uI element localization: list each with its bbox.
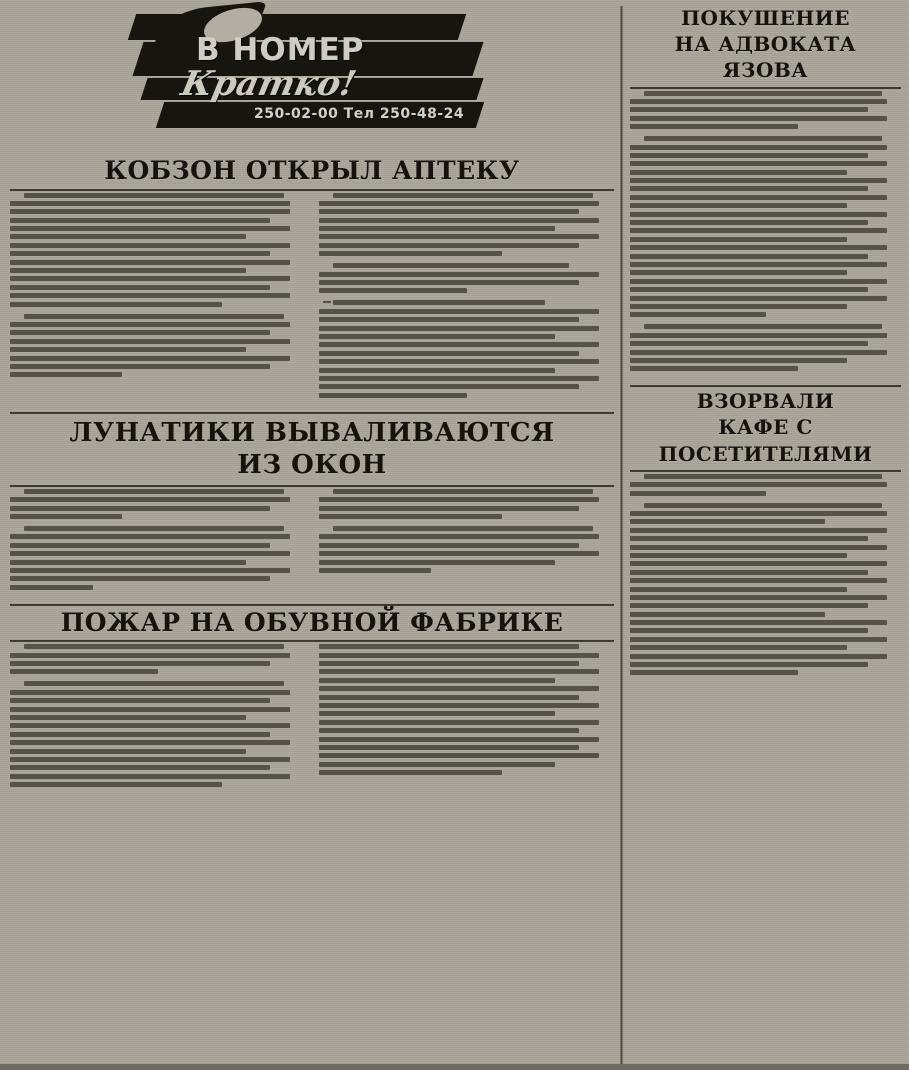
article-column [10,193,305,405]
right-section [630,6,901,1066]
paragraph [319,193,614,257]
paragraph [10,193,305,307]
paragraph [319,526,614,573]
masthead-phone: 250-02-00 Тел 250-48-24 [254,106,465,122]
paragraph [10,489,305,519]
paragraph [319,644,614,775]
masthead-script-title: Кратко! [177,64,360,104]
paragraph [630,136,901,317]
rule [10,604,614,606]
column-divider [620,6,623,1066]
left-section [10,6,614,1066]
paragraph [319,489,614,519]
paragraph [319,263,614,293]
article-column [10,644,305,794]
headline-second-line: НА АДВОКАТА [674,32,857,57]
rule [10,485,614,487]
headline: ВЗОРВАЛИ [696,389,835,414]
headline: ПОЖАР НА ОБУВНОЙ ФАБРИКЕ [60,607,564,637]
article-columns [10,489,614,597]
paragraph [319,300,614,397]
article-column [630,474,901,676]
paragraph [630,503,901,676]
article-column [319,644,614,794]
paragraph [630,324,901,371]
rule [630,470,901,472]
rule [10,189,614,191]
rule [10,640,614,642]
headline-third-line: ПОСЕТИТЕЛЯМИ [658,441,873,466]
article-column [10,489,305,597]
headline: ПОКУШЕНИЕ [681,6,850,30]
article-column [319,489,614,597]
masthead [10,6,614,154]
headline-third-line: ЯЗОВА [722,58,809,83]
page-bottom-edge [0,1064,909,1070]
paragraph [10,681,305,787]
headline-second-line: КАФЕ С [718,415,813,440]
article-pokushenie [630,6,901,378]
headline-second-line: ИЗ ОКОН [237,450,387,481]
paragraph [10,644,305,674]
rule [10,412,614,414]
paragraph [630,474,901,496]
rule [630,385,901,387]
article-column [319,193,614,405]
paragraph [630,91,901,130]
article-columns [10,644,614,794]
headline: ЛУНАТИКИ ВЫВАЛИВАЮТСЯ [69,417,555,448]
masthead-title: В НОМЕР [196,32,365,68]
paragraph [10,526,305,590]
headline: КОБЗОН ОТКРЫЛ АПТЕКУ [104,156,520,185]
article-column [630,91,901,372]
article-vzorvali-kafe [630,389,901,682]
article-kobzon [10,156,614,405]
article-lunatiki [10,416,614,597]
article-columns [10,193,614,405]
rule [630,87,901,89]
article-pozhar [10,608,614,794]
paragraph [10,314,305,378]
